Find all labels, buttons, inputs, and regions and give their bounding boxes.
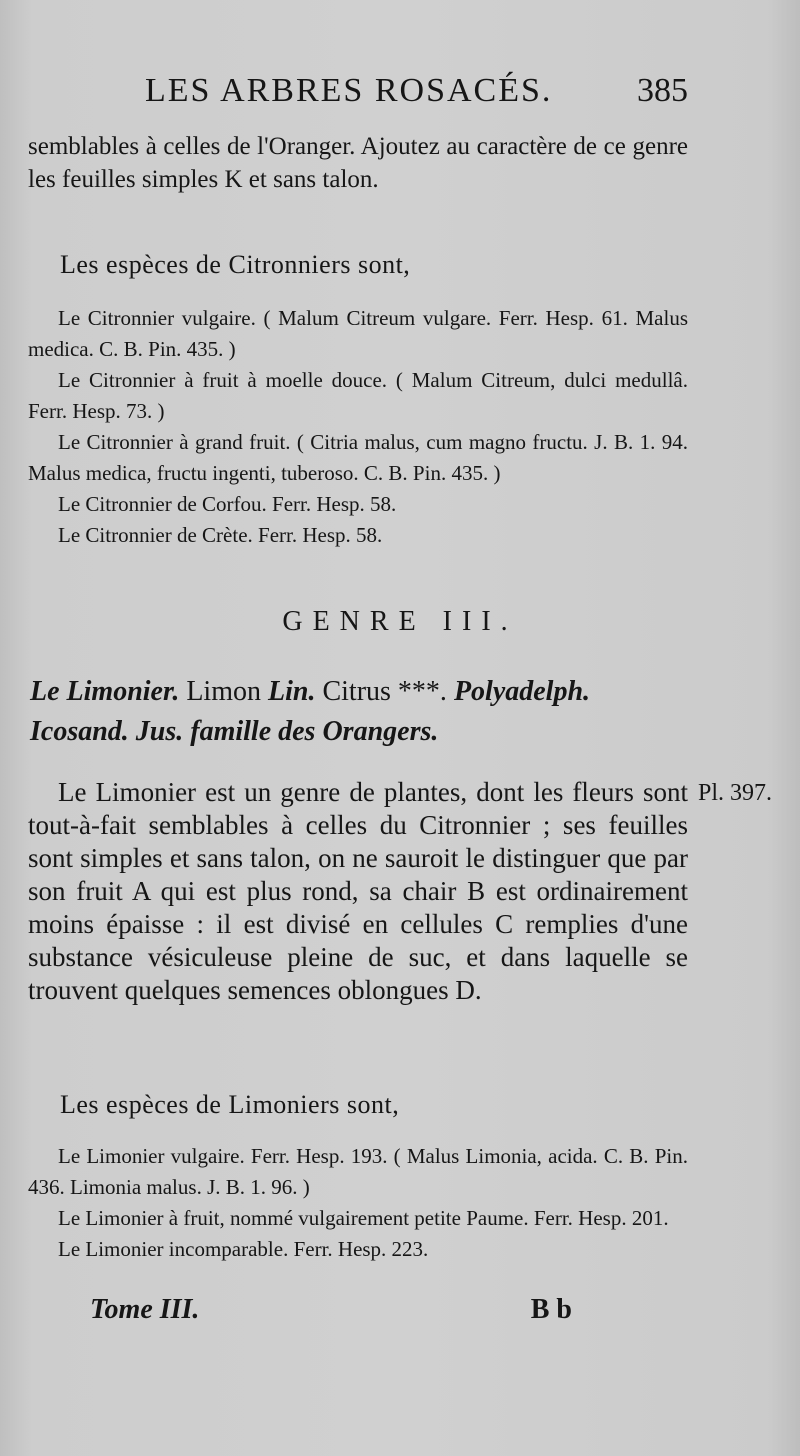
list-item: Le Citronnier de Corfou. Ferr. Hesp. 58. [58, 492, 397, 516]
signature-mark: B b [530, 1294, 572, 1325]
limoniers-list [28, 1141, 688, 1265]
intro-paragraph: semblables à celles de l'Oranger. Ajoutez au caractère de ce genre les feuilles simples K et sans talon. [28, 133, 688, 193]
page-number: 385 [637, 72, 688, 109]
limoniers-heading: Les espèces de Limoniers sont, [60, 1090, 400, 1119]
tome-label: Tome III. [90, 1294, 200, 1325]
running-title: LES ARBRES ROSACÉS. [145, 72, 553, 109]
list-item: Le Limonier incomparable. Ferr. Hesp. 223. [58, 1237, 429, 1261]
genre-name: Le Limonier. [30, 676, 180, 707]
citronniers-heading: Les espèces de Citronniers sont, [60, 250, 411, 279]
list-item: Le Limonier à fruit, nommé vulgairement petite Paume. Ferr. Hesp. 201. [58, 1206, 669, 1230]
page-footer [90, 1294, 572, 1334]
genre-classification: Polyadelph. Icosand. Jus. famille des Orangers. [30, 676, 591, 747]
genre-title: GENRE III. [282, 606, 518, 637]
list-item: Le Citronnier de Crète. Ferr. Hesp. 58. [58, 523, 383, 547]
plate-reference: Pl. 397. [698, 780, 773, 806]
list-item: Le Limonier vulgaire. Ferr. Hesp. 193. ( Malus Limonia, acida. C. B. Pin. 436. Limonia malus. J. B. 1. 96. ) [28, 1144, 688, 1199]
running-head [145, 72, 688, 112]
genre-lin: Lin. [268, 676, 316, 707]
genre-description [30, 672, 690, 752]
list-item: Le Citronnier vulgaire. ( Malum Citreum vulgare. Ferr. Hesp. 61. Malus medica. C. B. Pin. 435. ) [28, 306, 688, 361]
genre-limon: Limon [179, 676, 268, 707]
list-item: Le Citronnier à fruit à moelle douce. ( Malum Citreum, dulci medullâ. Ferr. Hesp. 73. ) [28, 368, 688, 423]
genre-citrus: Citrus ***. [315, 676, 454, 707]
citronniers-list [28, 303, 688, 551]
list-item: Le Citronnier à grand fruit. ( Citria malus, cum magno fructu. J. B. 1. 94. Malus medica, fructu ingenti, tuberoso. C. B. Pin. 435. ) [28, 430, 688, 485]
limonier-paragraph: Le Limonier est un genre de plantes, dont les fleurs sont tout-à-fait semblables à celles du Citronnier ; ses feuilles sont simples et sans talon, on ne sauroit le distinguer que par son fruit A qui est plus rond, sa chair B est ordinairement moins épaisse : il est divisé en cellules C remplies d'une substance vésiculeuse pleine de suc, et dans laquelle se trouvent quelques semences oblongues D. [28, 777, 688, 1005]
